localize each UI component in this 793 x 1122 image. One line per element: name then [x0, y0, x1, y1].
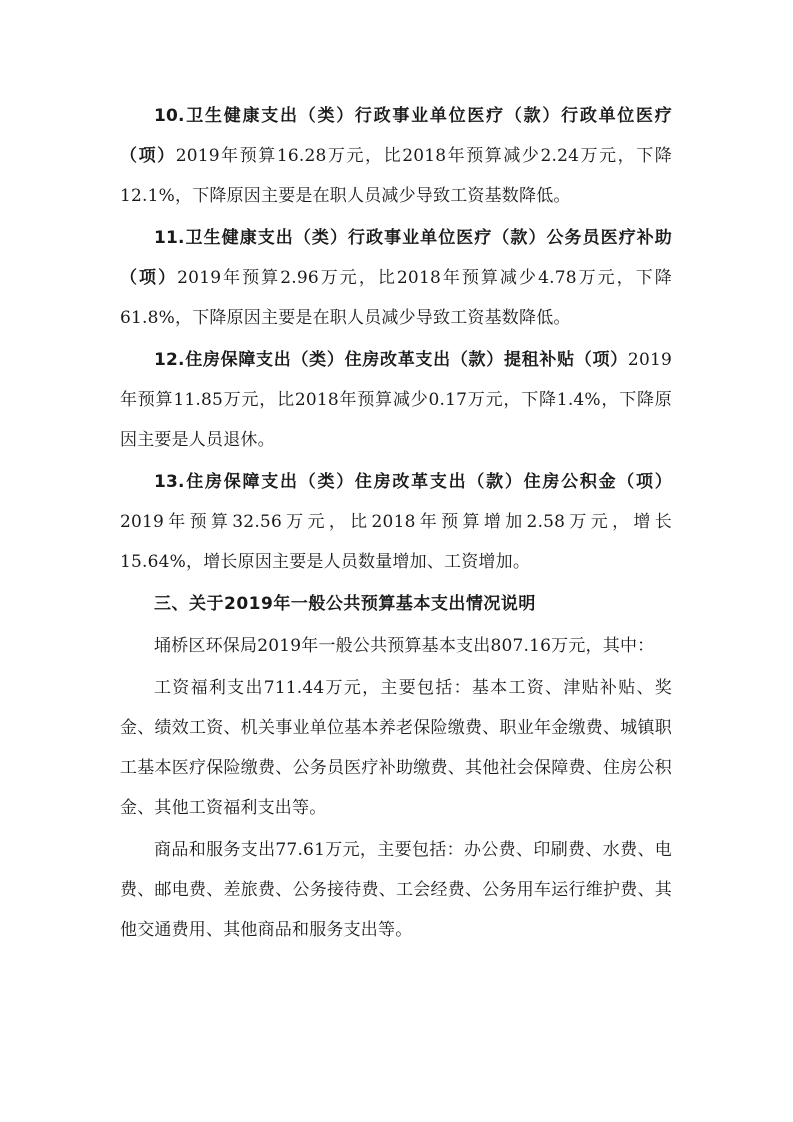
- section-3-goods: 商品和服务支出77.61万元，主要包括：办公费、印刷费、水费、电费、邮电费、差旅费、公务接待费、工会经费、公务用车运行维护费、其他交通费用、其他商品和服务支出等。: [120, 840, 672, 940]
- item-11-body: 2019年预算2.96万元，比2018年预算减少4.78万元，下降61.8%，下降原因主要是在职人员减少导致工资基数降低。: [120, 268, 672, 328]
- item-11: [120, 218, 672, 338]
- document-page: [120, 96, 672, 950]
- item-11-heading: 11.卫生健康支出（类）行政事业单位医疗（款）公务员医疗补助（项）: [120, 228, 672, 288]
- section-3-intro: 埇桥区环保局2019年一般公共预算基本支出807.16万元，其中：: [154, 636, 655, 656]
- section-3-title: 三、关于2019年一般公共预算基本支出情况说明: [154, 594, 536, 614]
- item-10-heading: 10.卫生健康支出（类）行政事业单位医疗（款）行政单位医疗（项）: [120, 106, 672, 166]
- item-10-body: 2019年预算16.28万元，比2018年预算减少2.24万元，下降12.1%，下降原因主要是在职人员减少导致工资基数降低。: [120, 146, 672, 206]
- item-12-body: 2019年预算11.85万元，比2018年预算减少0.17万元，下降1.4%，下降原因主要是人员退休。: [120, 350, 672, 450]
- item-12-heading: 12.住房保障支出（类）住房改革支出（款）提租补贴（项）: [154, 350, 628, 370]
- item-13-body: 2019年预算32.56万元，比2018年预算增加2.58万元，增长15.64%，增长原因主要是人员数量增加、工资增加。: [120, 512, 672, 572]
- item-12: [120, 340, 672, 460]
- item-10: [120, 96, 672, 216]
- item-13: [120, 462, 672, 582]
- section-3-wages: 工资福利支出711.44万元，主要包括：基本工资、津贴补贴、奖金、绩效工资、机关事业单位基本养老保险缴费、职业年金缴费、城镇职工基本医疗保险缴费、公务员医疗补助缴费、其他社会保障费、住房公积金、其他工资福利支出等。: [120, 678, 672, 818]
- item-13-heading: 13.住房保障支出（类）住房改革支出（款）住房公积金（项）: [154, 472, 672, 492]
